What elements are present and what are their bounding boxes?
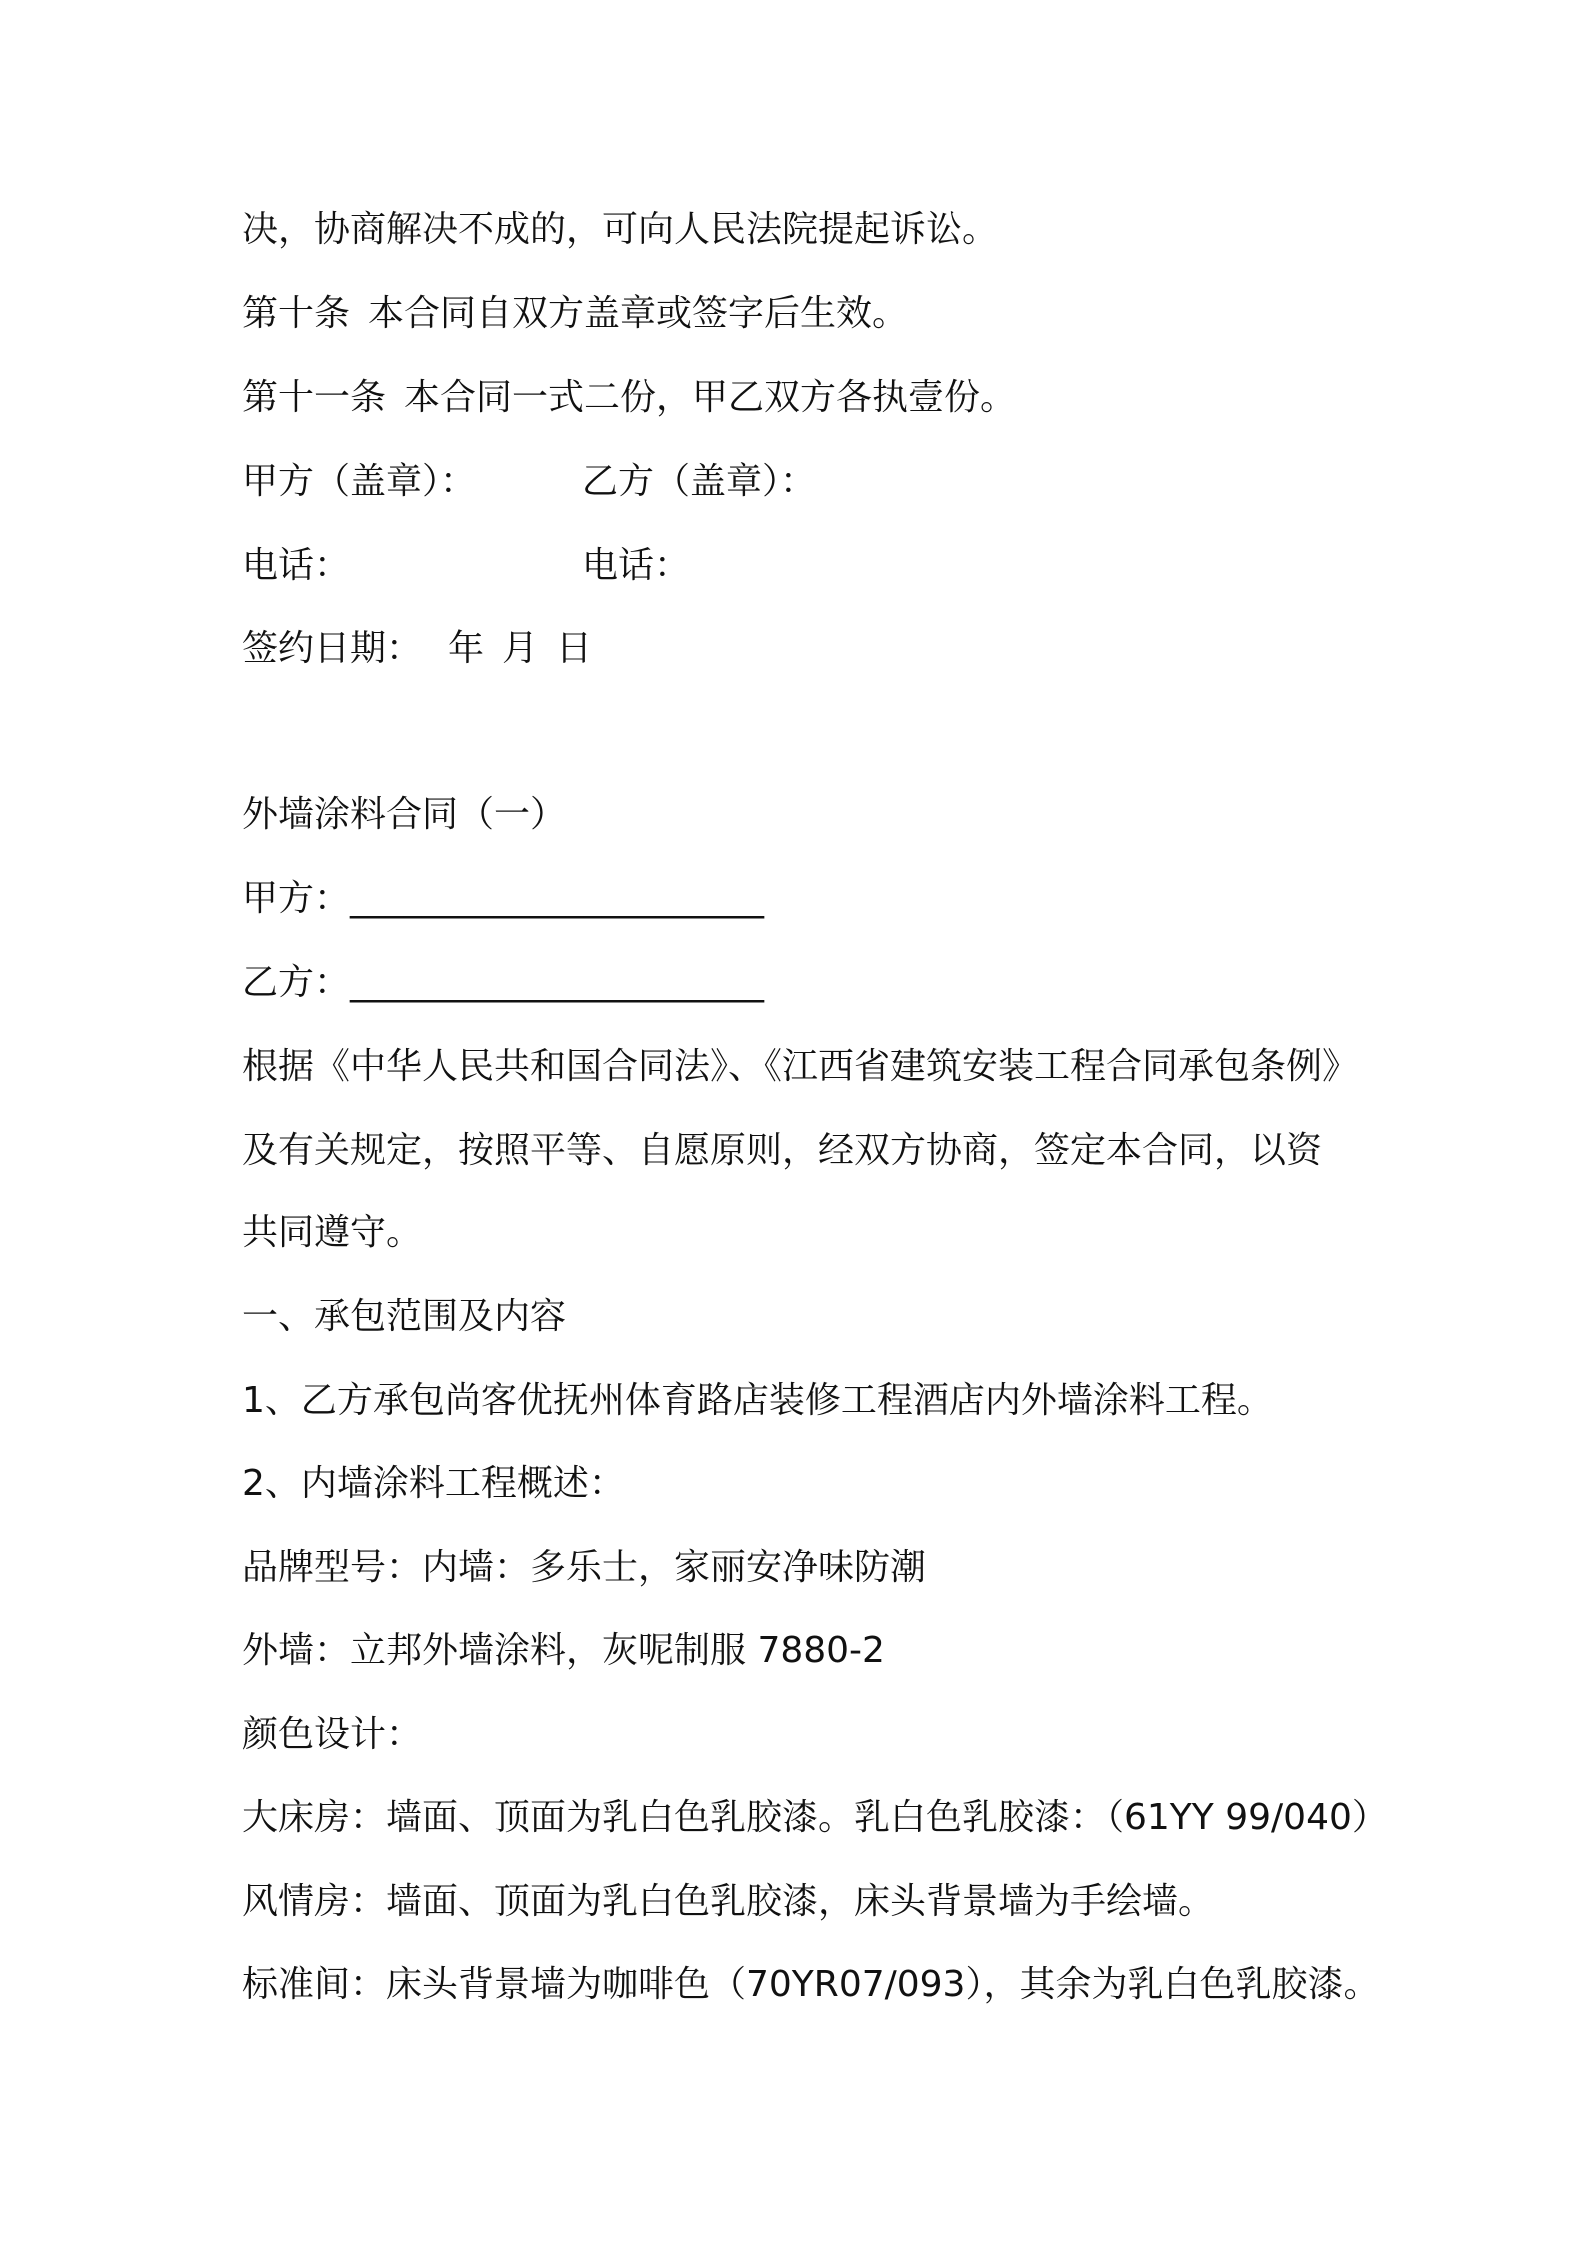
exterior-text: 外墙：立邦外墙涂料，灰呢制服 7880-2 [242, 1630, 885, 1671]
standard-room-text: 标准间：床头背景墙为咖啡色（70YR07/093），其余为乳白色乳胶漆。 [242, 1964, 1380, 2005]
preamble-line-2 [242, 1127, 1322, 1175]
phone-row [242, 542, 691, 590]
brand-model-text: 品牌型号：内墙：多乐士，家丽安净味防潮 [242, 1547, 927, 1588]
style-room-line [242, 1878, 1214, 1926]
party-b-seal-label: 乙方（盖章）： [582, 461, 817, 502]
text-line [242, 206, 998, 254]
article-text: 本合同自双方盖章或签字后生效。 [368, 293, 909, 334]
sign-date-year: 年 [448, 628, 485, 669]
preamble-text: 共同遵守。 [242, 1212, 423, 1253]
party-b-label: 乙方：_______________________ [242, 962, 765, 1003]
style-room-text: 风情房：墙面、顶面为乳白色乳胶漆，床头背景墙为手绘墙。 [242, 1881, 1215, 1922]
seal-row [242, 458, 817, 506]
list-item-text: 2、内墙涂料工程概述： [242, 1463, 625, 1504]
sign-date-label: 签约日期： [242, 628, 423, 669]
color-design-line [242, 1711, 422, 1759]
brand-model-line [242, 1544, 926, 1592]
party-a-phone-label: 电话： [242, 545, 351, 586]
article-10 [242, 290, 908, 338]
article-text: 本合同一式二份，甲乙双方各执壹份。 [404, 377, 1017, 418]
exterior-line [242, 1627, 885, 1675]
preamble-text: 根据《中华人民共和国合同法》、《江西省建筑安装工程合同承包条例》 [242, 1046, 1359, 1087]
sign-date-day: 日 [556, 628, 593, 669]
article-number: 第十一条 [242, 377, 387, 418]
sign-date-month: 月 [502, 628, 539, 669]
preamble-line-1 [242, 1043, 1358, 1091]
contract-title-text: 外墙涂料合同（一） [242, 794, 567, 835]
color-design-label: 颜色设计： [242, 1714, 423, 1755]
clause-continuation: 决，协商解决不成的，可向人民法院提起诉讼。 [242, 209, 999, 250]
list-item [242, 1377, 1273, 1425]
party-b-line [242, 959, 764, 1007]
list-item-text: 1、乙方承包尚客优抚州体育路店装修工程酒店内外墙涂料工程。 [242, 1380, 1273, 1421]
standard-room-line [242, 1961, 1379, 2009]
party-a-seal-label: 甲方（盖章）： [242, 461, 477, 502]
article-number: 第十条 [242, 293, 351, 334]
contract-title [242, 791, 566, 839]
party-b-phone-label: 电话： [582, 545, 691, 586]
preamble-text: 及有关规定，按照平等、自愿原则，经双方协商，签定本合同，以资 [242, 1130, 1323, 1171]
article-11 [242, 374, 1016, 422]
sign-date-row [242, 625, 592, 673]
party-a-line [242, 875, 764, 923]
list-item [242, 1460, 625, 1508]
preamble-line-3 [242, 1209, 422, 1257]
section-heading [242, 1293, 566, 1341]
king-room-text: 大床房：墙面、顶面为乳白色乳胶漆。乳白色乳胶漆：（61YY 99/040） [242, 1797, 1388, 1838]
section-heading-text: 一、承包范围及内容 [242, 1296, 567, 1337]
party-a-label: 甲方：_______________________ [242, 878, 765, 919]
king-room-line [242, 1794, 1388, 1842]
